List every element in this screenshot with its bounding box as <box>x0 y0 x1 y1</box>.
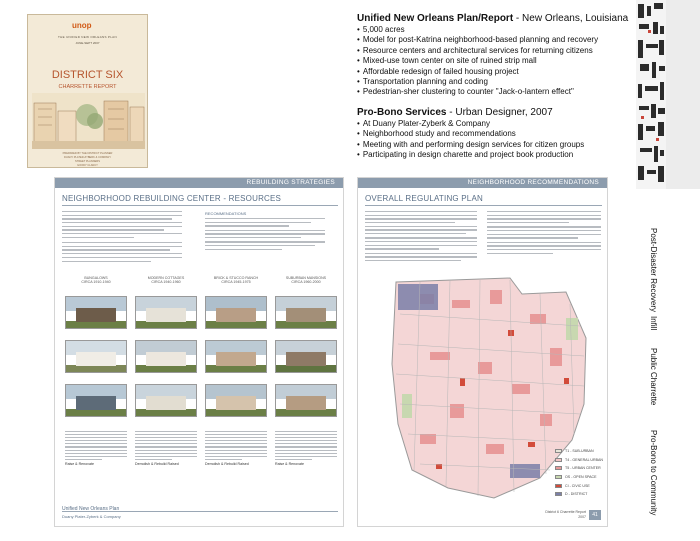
title-rule <box>365 205 602 206</box>
cover-district: DISTRICT SIX <box>51 69 124 81</box>
legend-item: CI - CIVIC USE <box>555 481 603 490</box>
house-photo <box>275 340 337 373</box>
probono-heading <box>357 107 612 119</box>
recommendations-heading: RECOMMENDATIONS <box>205 211 247 216</box>
photo-caption: Raise & Renovate <box>275 431 337 466</box>
probono-bullet: • Meeting with and performing design services for citizen groups <box>357 140 612 150</box>
unop-logo: unop <box>72 21 92 30</box>
legend-item: D - DISTRICT <box>555 490 603 499</box>
sidebar-section-infill: Infill <box>649 316 658 331</box>
sidebar-section-pro-bono: Pro-Bono to Community <box>649 430 658 516</box>
project-bullet: • Affordable redesign of failed housing project <box>357 67 612 77</box>
cover-credit-1: PREPARED BY THE DISTRICT PLANNER <box>62 152 113 155</box>
column-header: MODERN COTTAGES CIRCA 1940-1960 <box>147 276 185 284</box>
project-bullet: • Transportation planning and coding <box>357 77 612 87</box>
page-title: NEIGHBORHOOD REBUILDING CENTER - RESOURCES <box>62 194 282 203</box>
section-sidebar <box>636 0 700 541</box>
probono-bullet: • Neighborhood study and recommendations <box>357 129 612 139</box>
page-header-bar <box>55 178 343 188</box>
column-header: BRICK & STUCCO RANCH CIRCA 1945-1975 <box>213 276 259 284</box>
project-location: - New Orleans, Louisiana <box>513 13 629 24</box>
project-bullet: • Pedestrian-sher clustering to counter "Jack-o-lantern effect" <box>357 87 612 97</box>
cover-subtitle: CHARRETTE REPORT <box>58 84 117 90</box>
legend-item: T1 - SUB-URBAN <box>555 447 603 456</box>
title-rule <box>62 205 338 206</box>
house-photo <box>205 296 267 329</box>
column-header: BUNGALOWS CIRCA 1910-1940 <box>81 276 111 284</box>
house-photo <box>65 296 127 329</box>
sidebar-section-post-disaster: Post-Disaster Recovery <box>649 228 658 313</box>
house-photo <box>135 340 197 373</box>
map-legend <box>555 447 603 499</box>
column-header: SUBURBAN MANSIONS CIRCA 1960-2000 <box>285 276 327 284</box>
project-bullet: • 5,000 acres <box>357 25 612 35</box>
body-text-column <box>62 211 182 264</box>
sidebar-section-public-charrette: Public Charrette <box>649 348 658 406</box>
photo-caption: Demolish & Rebuild Raised <box>205 431 267 466</box>
recommendations-text <box>205 218 325 252</box>
footer-subtitle: Duany Plater-Zyberk & Company <box>62 514 121 519</box>
probono-role: - Urban Designer, 2007 <box>446 106 553 118</box>
page-header-bar <box>358 178 607 188</box>
cover-credit-4: GOODY CLANCY <box>77 164 98 167</box>
project-bullet: • Resource centers and architectural services for returning citizens <box>357 46 612 56</box>
probono-bullet: • At Duany Plater-Zyberk & Company <box>357 119 612 129</box>
cover-plan-title: THE UNIFIED NEW ORLEANS PLAN <box>58 35 117 39</box>
cover-credit-3: STREET PLANNERS <box>75 160 100 163</box>
house-photo <box>205 384 267 417</box>
report-cover <box>27 14 148 168</box>
project-bullet: • Mixed-use town center on site of ruined strip mall <box>357 56 612 66</box>
page-header-label: REBUILDING STRATEGIES <box>246 179 335 186</box>
project-title: Unified New Orleans Plan/Report <box>357 13 514 24</box>
neighborhood-recommendations-page <box>357 177 608 527</box>
sidebar-title-bar <box>666 0 700 189</box>
photo-caption: Raise & Renovate <box>65 431 127 466</box>
legend-item: T4 - GENERAL URBAN <box>555 456 603 465</box>
body-text-left <box>365 211 477 264</box>
footer-title: Unified New Orleans Plan <box>62 506 120 512</box>
project-description <box>357 13 629 160</box>
house-photo <box>275 384 337 417</box>
probono-bullet: • Participating in design charette and project book production <box>357 150 612 160</box>
house-photo <box>65 384 127 417</box>
probono-title: Pro-Bono Services <box>357 106 447 118</box>
streetscape-sketch-illustration <box>32 93 145 149</box>
house-photo <box>205 340 267 373</box>
legend-item: T5 - URBAN CENTER <box>555 464 603 473</box>
house-photo <box>275 296 337 329</box>
project-bullet: • Model for post-Katrina neighborhood-based planning and recovery <box>357 35 612 45</box>
cover-credit-2: DUANY PLATER-ZYBERK & COMPANY <box>64 156 111 159</box>
house-photo <box>135 296 197 329</box>
map-strip-thumbnail <box>636 0 666 189</box>
house-photo <box>65 340 127 373</box>
page-number: 41 <box>589 510 601 520</box>
rebuilding-strategies-page <box>54 177 344 527</box>
project-heading <box>357 13 629 25</box>
page-title: OVERALL REGULATING PLAN <box>365 194 483 203</box>
photo-caption: Demolish & Rebuild Raised <box>135 431 197 466</box>
cover-date: JUNE-SEPT 2007 <box>75 41 100 45</box>
house-photo <box>135 384 197 417</box>
legend-item: OS - OPEN SPACE <box>555 473 603 482</box>
page-footer: District 6 Charrette Report 2007 <box>545 510 586 519</box>
body-text-right <box>487 211 601 256</box>
page-header-label: NEIGHBORHOOD RECOMMENDATIONS <box>467 179 599 186</box>
